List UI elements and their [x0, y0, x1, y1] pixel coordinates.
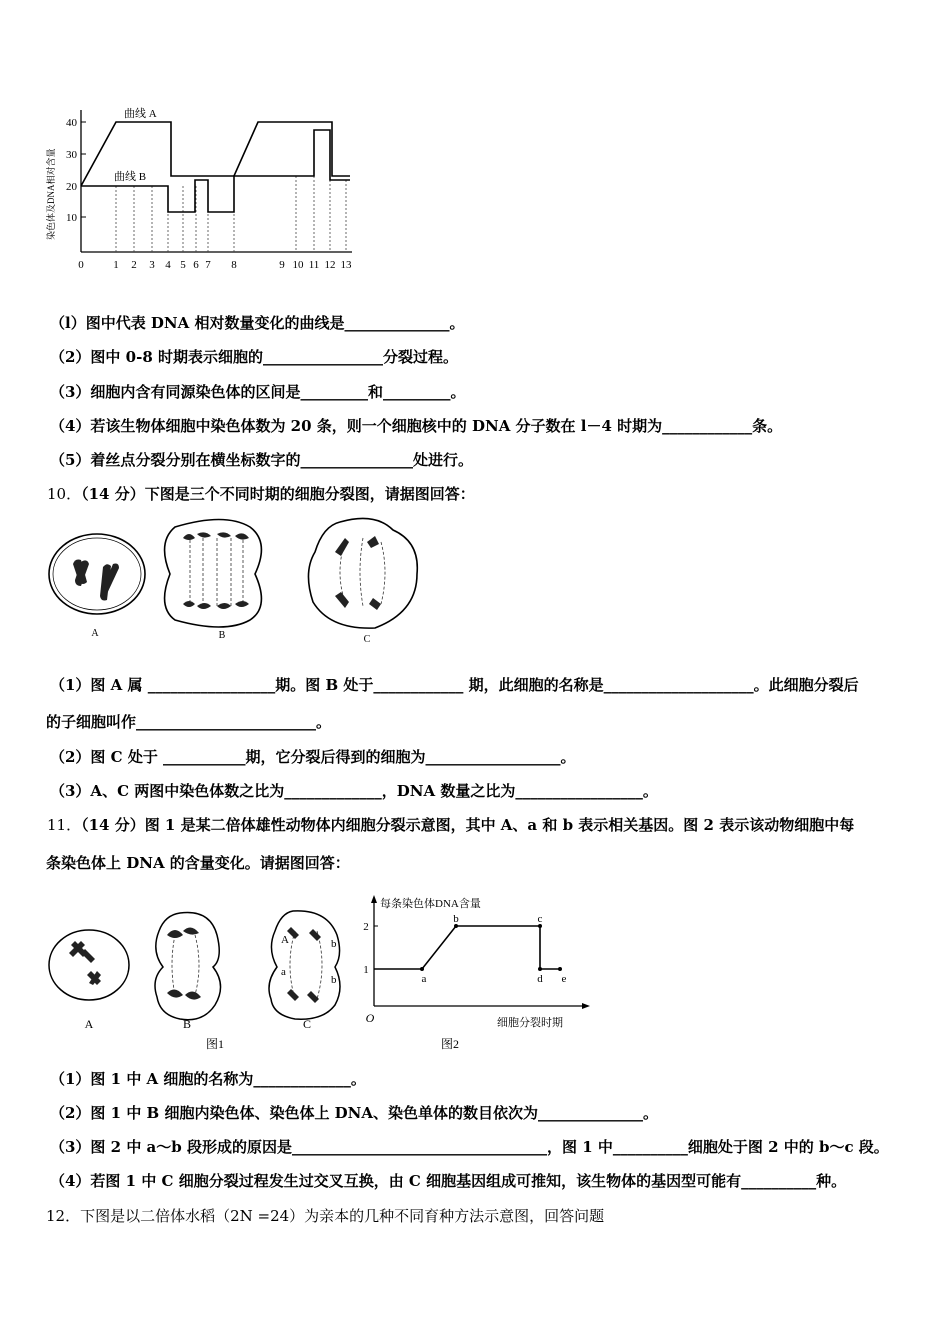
- x-tick-labels: [78, 259, 352, 271]
- q9-item-1: （l）图中代表 DNA 相对数量变化的曲线是______________。: [50, 314, 465, 332]
- cell-c-membrane: [308, 518, 417, 628]
- fig2-point-label: e: [561, 973, 567, 985]
- fig1-cell-a-chromosomes: [69, 941, 101, 985]
- x-tick-label: 3: [149, 259, 155, 271]
- fig2-y-label: 每条染色体DNA含量: [380, 898, 481, 910]
- q11-item-3: （3）图 2 中 a～b 段形成的原因是__________________________________，图 1 中__________细胞处于图 2 中的 b～c 段。: [50, 1138, 889, 1156]
- x-tick-label: 4: [165, 259, 171, 271]
- y-tick-label: 20: [66, 181, 77, 193]
- fig2-point-d: [538, 967, 542, 971]
- fig2-y-tick-label: 1: [363, 964, 369, 976]
- x-tick-label: 1: [113, 259, 119, 271]
- q10-stem-text: （14 分）下图是三个不同时期的细胞分裂图，请据图回答：: [81, 485, 475, 503]
- x-tick-label: 5: [180, 259, 186, 271]
- fig1-cell-a-membrane: [49, 930, 129, 1000]
- fig1-cell-b-label: B: [182, 1017, 192, 1031]
- x-tick-label: 0: [78, 259, 84, 271]
- curve-a-label: 曲线 A: [124, 108, 157, 120]
- q10-number: 10．: [47, 485, 82, 503]
- cell-b-chromosomes: [183, 532, 249, 609]
- y-ticks: [66, 117, 86, 224]
- fig1-cell-a-label: A: [84, 1017, 94, 1031]
- dotted-guides: [116, 176, 346, 252]
- cell-a-membrane: [49, 534, 145, 614]
- y-tick-label: 30: [66, 149, 77, 161]
- fig2-caption: 图2: [440, 1037, 460, 1050]
- fig2-point-label: d: [537, 973, 543, 985]
- q10-item-3: （3）A、C 两图中染色体数之比为_____________，DNA 数量之比为_________________。: [50, 782, 658, 800]
- figure-1-chart: [40, 100, 370, 280]
- q9-item-3: （3）细胞内含有同源染色体的区间是_________和_________。: [50, 383, 466, 401]
- x-tick-label: 9: [279, 259, 285, 271]
- fig1-cell-b-spindle: [172, 935, 199, 995]
- x-tick-label: 7: [205, 259, 211, 271]
- q10-cell-diagrams: [45, 512, 425, 647]
- fig1-caption: 图1: [205, 1037, 225, 1051]
- x-tick-label: 8: [231, 259, 237, 271]
- x-tick-label: 12: [324, 259, 336, 271]
- y-axis-label: 染色体及DNA相对含量: [46, 148, 56, 240]
- cell-b-spindle: [190, 538, 243, 606]
- fig1-cell-b-chromosomes: [167, 927, 201, 999]
- cell-b-membrane: [165, 520, 262, 628]
- gene-label: A: [281, 934, 289, 946]
- fig1-cell-c-membrane: [269, 911, 340, 1019]
- fig2-y-arrow: [371, 895, 377, 903]
- x-tick-label: 11: [308, 259, 320, 271]
- gene-label: a: [281, 966, 286, 978]
- q10-item-2: （2）图 C 处于 ___________期，它分裂后得到的细胞为__________________。: [50, 748, 576, 766]
- x-tick-label: 13: [340, 259, 352, 271]
- cell-c-spindle: [340, 538, 385, 606]
- q11-number: 11．: [47, 816, 82, 834]
- x-tick-label: 6: [193, 259, 199, 271]
- y-tick-label: 40: [66, 117, 77, 129]
- fig2-y-tick-label: 2: [363, 921, 369, 933]
- y-tick-label: 10: [66, 212, 77, 224]
- x-tick-label: 2: [131, 259, 137, 271]
- cell-a-label: A: [91, 628, 99, 639]
- q11-item-2: （2）图 1 中 B 细胞内染色体、染色体上 DNA、染色单体的数目依次为______________。: [50, 1104, 659, 1122]
- fig1-cell-c-chromosomes: [287, 927, 321, 1003]
- q11-item-1: （1）图 1 中 A 细胞的名称为_____________。: [50, 1070, 366, 1088]
- fig2-x-label: 细胞分裂时期: [497, 1017, 563, 1029]
- q10-item-1-cont: 的子细胞叫作________________________。: [46, 713, 332, 731]
- fig2-curve: [374, 926, 560, 969]
- cell-c-chromosomes: [335, 536, 381, 610]
- q11-figure-2-chart: [360, 890, 600, 1050]
- fig2-point-label: a: [421, 973, 427, 985]
- q11-stem-text-1: （14 分）图 1 是某二倍体雄性动物体内细胞分裂示意图，其中 A、a 和 b 表示相关基因。图 2 表示该动物细胞中每: [81, 816, 855, 834]
- cell-c-label: C: [363, 634, 371, 645]
- fig2-point-label: b: [453, 913, 459, 925]
- q10-stem: [47, 483, 475, 504]
- cell-a-chromosomes: [73, 560, 119, 601]
- gene-label: b: [331, 938, 337, 950]
- q11-stem-line-1: [47, 814, 854, 835]
- cell-b-label: B: [218, 630, 226, 641]
- fig2-point-label: c: [537, 913, 543, 925]
- fig1-cell-c-label: C: [302, 1017, 312, 1031]
- q9-item-4: （4）若该生物体细胞中染色体数为 20 条，则一个细胞核中的 DNA 分子数在 l－4 时期为____________条。: [50, 417, 783, 435]
- q9-item-5: （5）着丝点分裂分别在横坐标数字的_______________处进行。: [50, 451, 473, 469]
- fig2-x-arrow: [582, 1003, 590, 1009]
- fig2-point-a: [420, 967, 424, 971]
- fig1-cell-c-spindle: [290, 931, 322, 999]
- q11-figure-1: [45, 905, 365, 1055]
- q9-item-2: （2）图中 0-8 时期表示细胞的________________分裂过程。: [50, 348, 458, 366]
- q10-item-1: （1）图 A 属 _________________期。图 B 处于____________ 期，此细胞的名称是____________________。此细胞分裂后: [50, 676, 859, 694]
- q11-stem-line-2: 条染色体上 DNA 的含量变化。请据图回答：: [46, 854, 350, 872]
- fig2-origin: O: [365, 1011, 375, 1025]
- fig2-point-e: [558, 967, 562, 971]
- gene-label: b: [331, 974, 337, 986]
- q12-stem: 12．下图是以二倍体水稻（2N =24）为亲本的几种不同育种方法示意图，回答问题: [46, 1207, 605, 1225]
- x-tick-label: 10: [292, 259, 304, 271]
- q11-item-4: （4）若图 1 中 C 细胞分裂过程发生过交叉互换，由 C 细胞基因组成可推知，该生物体的基因型可能有__________种。: [50, 1172, 847, 1190]
- curve-b-label: 曲线 B: [114, 171, 147, 183]
